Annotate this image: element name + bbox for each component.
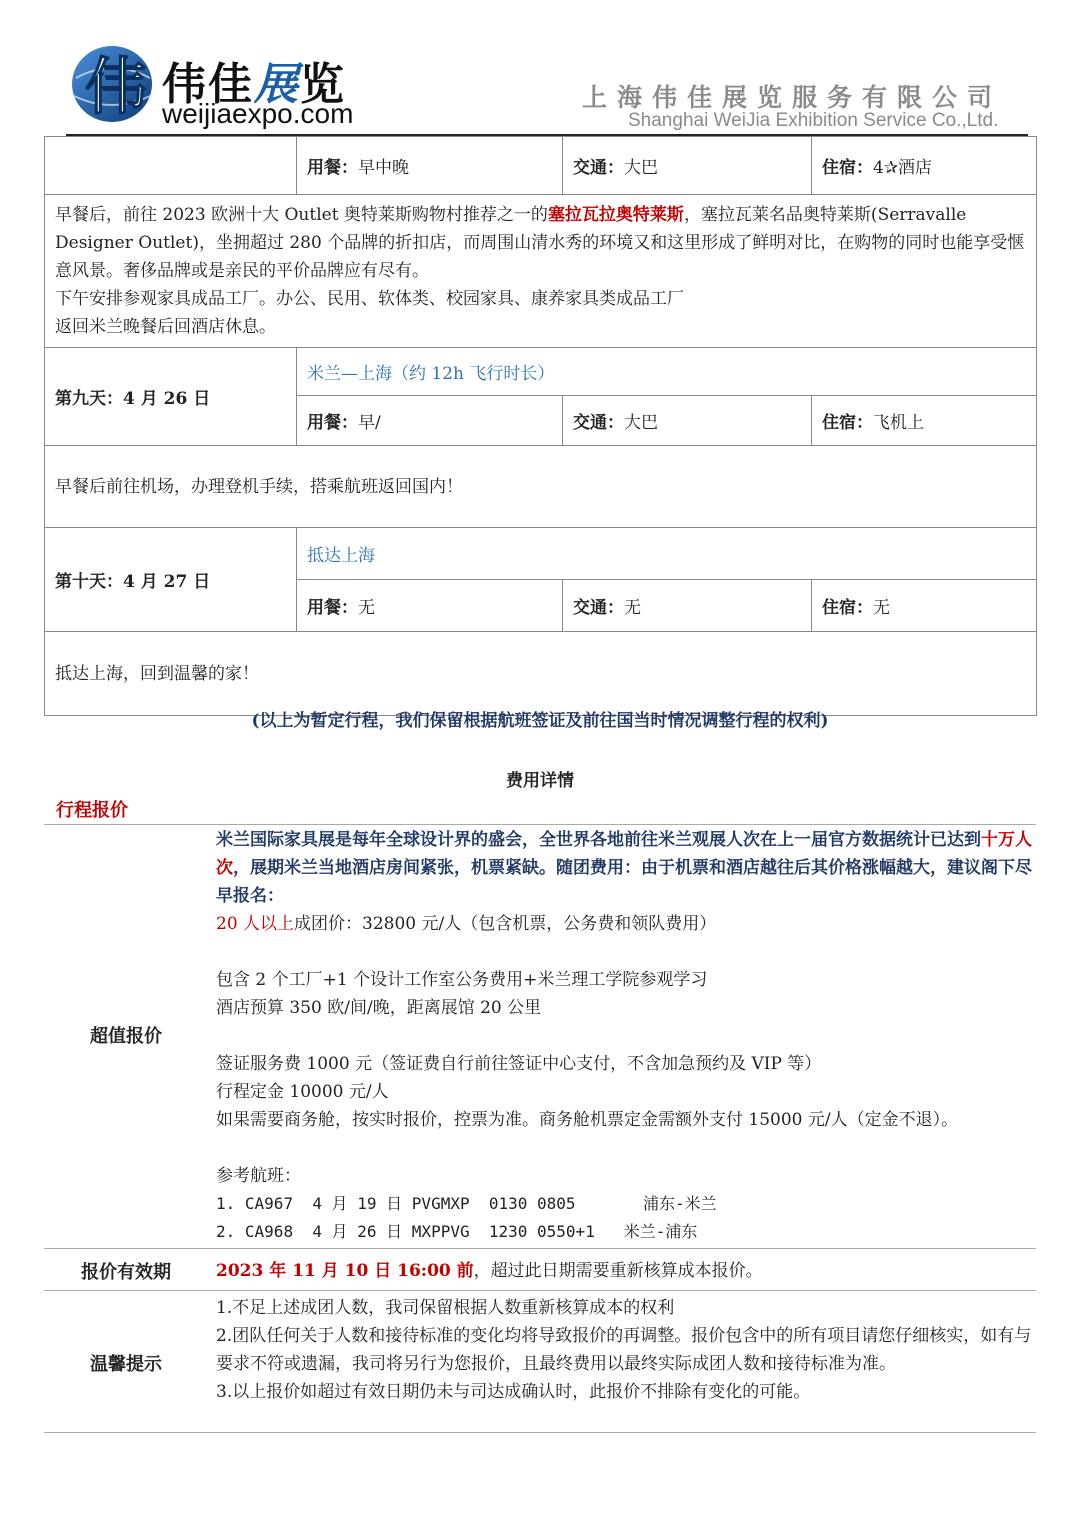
validity-label: 报价有效期 (81, 1262, 171, 1283)
day9-transport: 交通：大巴 (563, 396, 812, 446)
weijia-logo-icon (66, 38, 170, 134)
day9-date: 第九天：4 月 26 日 (45, 348, 297, 446)
day9-hotel: 住宿：飞机上 (812, 396, 1037, 446)
day8-hotel: 住宿：4✰酒店 (812, 137, 1037, 195)
price-includes: 包含 2 个工厂+1 个设计工作室公务费用+米兰理工学院参观学习 (216, 970, 708, 990)
day8-description-row (45, 195, 1037, 348)
tips-divider (44, 1432, 1036, 1433)
quote-divider (44, 824, 1036, 825)
tips-label: 温馨提示 (90, 1354, 162, 1375)
itinerary-table (44, 136, 1037, 716)
svg-text:伟: 伟 (84, 50, 148, 123)
day10-date: 第十天：4 月 27 日 (45, 528, 297, 632)
tip-item: 2.团队任何关于人数和接待标准的变化均将导致报价的再调整。报价包含中的所有项目请您仔细核实，如有与要求不符或遗漏，我司将另行为您报价，且最终费用以最终实际成团人数和接待标准为准。 (216, 1326, 1032, 1374)
company-name-en: Shanghai WeiJia Exhibition Service Co.,Ltd. (628, 110, 999, 131)
hotel-budget: 酒店预算 350 欧/间/晚，距离展馆 20 公里 (216, 998, 542, 1018)
tip-item: 3.以上报价如超过有效日期仍未与司达成确认时，此报价不排除有变化的可能。 (216, 1382, 811, 1402)
validity-divider-bottom (44, 1290, 1036, 1291)
day8-transport: 交通：大巴 (563, 137, 812, 195)
day9-description: 早餐后前往机场，办理登机手续，搭乘航班返回国内！ (45, 446, 1037, 528)
quote-heading: 行程报价 (56, 800, 128, 821)
group-price: 20 人以上成团价：32800 元/人（包含机票，公务费和领队费用） (216, 914, 717, 934)
business-class-note: 如果需要商务舱，按实时报价，控票为准。商务舱机票定金需额外支付 15000 元/人（定金不退）。 (216, 1110, 959, 1130)
validity-text: 2023 年 11 月 10 日 16:00 前，超过此日期需要重新核算成本报价。 (216, 1261, 763, 1281)
day10-description-row (45, 632, 1037, 716)
day8-meals: 用餐：早中晚 (297, 137, 563, 195)
logo-chinese-name: 伟佳展览 (162, 59, 346, 110)
price-intro: 米兰国际家具展是每年全球设计界的盛会，全世界各地前往米兰观展人次在上一届官方数据统计已达到十万人次，展期米兰当地酒店房间紧张，机票紧缺。随团费用：由于机票和酒店越往后其价格涨幅越大，建议阁下尽早报名： (216, 830, 1032, 906)
day9-route: 米兰—上海（约 12h 飞行时长） (297, 348, 1037, 396)
fee-section-title: 费用详情 (506, 771, 574, 791)
day10-route-row (45, 528, 1037, 580)
day10-transport: 交通：无 (563, 580, 812, 632)
day10-route: 抵达上海 (297, 528, 1037, 580)
flight-row: 1. CA967 4 月 19 日 PVGMXP 0130 0805 浦东-米兰 (216, 1194, 717, 1213)
itinerary-disclaimer: (以上为暂定行程，我们保留根据航班签证及前往国当时情况调整行程的权利) (251, 711, 829, 731)
day8-day-cell (45, 137, 297, 195)
day10-description: 抵达上海，回到温馨的家！ (45, 632, 1037, 716)
day10-hotel: 住宿：无 (812, 580, 1037, 632)
tip-item: 1.不足上述成团人数，我司保留根据人数重新核算成本的权利 (216, 1298, 675, 1318)
day8-info-row (45, 137, 1037, 195)
logo-url: weijiaexpo.com (162, 98, 354, 129)
deposit-fee: 行程定金 10000 元/人 (216, 1082, 389, 1102)
price-details (216, 826, 1036, 1246)
visa-fee: 签证服务费 1000 元（签证费自行前往签证中心支付，不含加急预约及 VIP 等） (216, 1054, 822, 1074)
day10-meals: 用餐：无 (297, 580, 563, 632)
validity-divider-top (44, 1248, 1036, 1249)
flights-heading: 参考航班： (216, 1166, 301, 1186)
value-price-label: 超值报价 (90, 1026, 162, 1047)
page-header (0, 0, 1080, 140)
flight-row: 2. CA968 4 月 26 日 MXPPVG 1230 0550+1 米兰-浦东 (216, 1222, 698, 1241)
tips-list (216, 1294, 1036, 1406)
day9-meals: 用餐：早/ (297, 396, 563, 446)
day9-route-row (45, 348, 1037, 396)
day9-description-row (45, 446, 1037, 528)
company-name-cn: 上海伟佳展览服务有限公司 (582, 83, 1003, 112)
day8-description: 早餐后，前往 2023 欧洲十大 Outlet 奥特莱斯购物村推荐之一的塞拉瓦拉奥特莱斯，塞拉瓦莱名品奥特莱斯(Serravalle Designer Outlet)，坐拥超过 280 个品牌的折扣店，而周围山清水秀的环境又和这里形成了鲜明对比，在购物的同时也能享受惬意风景。奢侈品牌或是亲民的平价品牌应有尽有。 下午安排参观家具成品工厂。办公、民用、软体类、校园家具、康养家具类成品工厂 返回米兰晚餐后回酒店休息。 (45, 195, 1037, 348)
